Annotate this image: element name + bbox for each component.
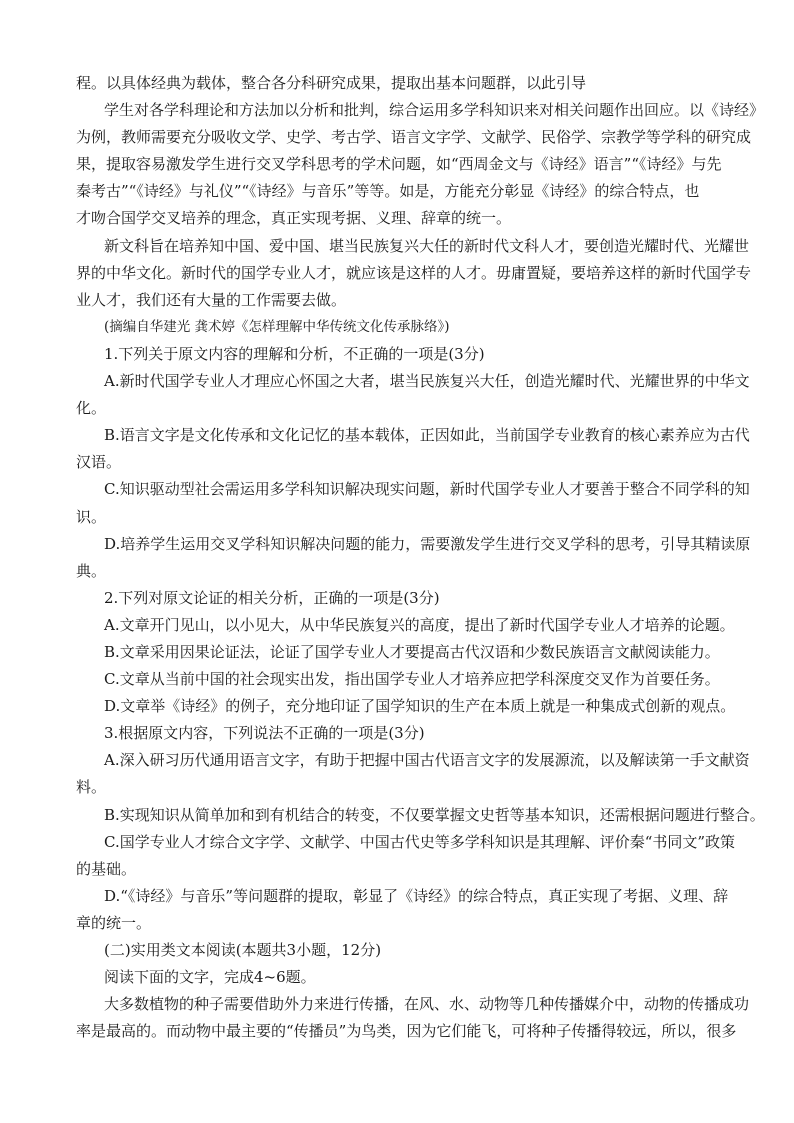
instruction: 阅读下面的文字，完成4~6题。 — [104, 968, 316, 987]
question-3-option-c: C.国学专业人才综合文字学、文献学、中国古代史等多学科知识是其理解、评价秦“书同文”政策 — [104, 832, 736, 851]
text-line: 果，提取容易激发学生进行交叉学科思考的学术问题，如“西周金文与《诗经》语言”“《诗经》与先 — [76, 155, 722, 174]
question-1-option-c-cont: 识。 — [76, 507, 107, 526]
question-3-option-a-cont: 料。 — [76, 778, 107, 797]
text-line: 界的中华文化。新时代的国学专业人才，就应该是这样的人才。毋庸置疑，要培养这样的新时代国学专 — [76, 263, 752, 282]
question-1-option-d: D.培养学生运用交叉学科知识解决问题的能力，需要激发学生进行交叉学科的思考，引导其精读原 — [104, 534, 751, 553]
question-1-stem: 1.下列关于原文内容的理解和分析，不正确的一项是(3分) — [104, 344, 485, 363]
question-2-stem: 2.下列对原文论证的相关分析，正确的一项是(3分) — [104, 588, 440, 607]
question-1-option-a-cont: 化。 — [76, 399, 107, 418]
question-1-option-b: B.语言文字是文化传承和文化记忆的基本载体，正因如此，当前国学专业教育的核心素养应为古代 — [104, 426, 750, 445]
section-heading: (二)实用类文本阅读(本题共3小题，12分) — [104, 941, 382, 959]
question-1-option-d-cont: 典。 — [76, 561, 107, 580]
paragraph-start: 大多数植物的种子需要借助外力来进行传播，在风、水、动物等几种传播媒介中，动物的传播成功 — [104, 995, 750, 1014]
question-3-option-a: A.深入研习历代通用语言文字，有助于把握中国古代语言文字的发展源流，以及解读第一手文献资 — [104, 751, 750, 770]
question-1-option-b-cont: 汉语。 — [76, 453, 122, 472]
source-citation: (摘编自华建光 龚术婷《怎样理解中华传统文化传承脉络》) — [104, 318, 450, 335]
question-2-option-b: B.文章采用因果论证法，论证了国学专业人才要提高古代汉语和少数民族语言文献阅读能力。 — [104, 642, 720, 661]
question-3-option-b: B.实现知识从简单加和到有机结合的转变，不仅要掌握文史哲等基本知识，还需根据问题进行整合。 — [104, 805, 765, 824]
question-2-option-a: A.文章开门见山，以小见大，从中华民族复兴的高度，提出了新时代国学专业人才培养的论题。 — [104, 615, 735, 634]
text-line: 程。以具体经典为载体，整合各分科研究成果，提取出基本问题群，以此引导 — [76, 74, 587, 92]
paragraph-start: 学生对各学科理论和方法加以分析和批判，综合运用多学科知识来对相关问题作出回应。以《诗经》 — [104, 101, 765, 120]
document-page — [76, 70, 765, 1045]
question-1-option-c: C.知识驱动型社会需运用多学科知识解决现实问题，新时代国学专业人才要善于整合不同学科的知 — [104, 480, 750, 499]
text-line: 率是最高的。而动物中最主要的“传播员”为鸟类，因为它们能飞，可将种子传播得较远，所以，很多 — [76, 1022, 737, 1041]
text-line: 为例，教师需要充分吸收文学、史学、考古学、语言文字学、文献学、民俗学、宗教学等学科的研究成 — [76, 128, 752, 147]
question-3-option-c-cont: 的基础。 — [76, 859, 137, 878]
text-line: 才吻合国学交叉培养的理念，真正实现考据、义理、辞章的统一。 — [76, 209, 512, 228]
question-2-option-d: D.文章举《诗经》的例子，充分地印证了国学知识的生产在本质上就是一种集成式创新的观点。 — [104, 697, 736, 716]
text-line: 秦考古”“《诗经》与礼仪”“《诗经》与音乐”等等。如是，方能充分彰显《诗经》的综合特点，也 — [76, 182, 700, 201]
question-3-stem: 3.根据原文内容，下列说法不正确的一项是(3分) — [104, 724, 425, 743]
text-line: 业人才，我们还有大量的工作需要去做。 — [76, 290, 347, 309]
paragraph-start: 新文科旨在培养知中国、爱中国、堪当民族复兴大任的新时代文科人才，要创造光耀时代、光耀世 — [104, 236, 750, 255]
question-1-option-a: A.新时代国学专业人才理应心怀国之大者，堪当民族复兴大任，创造光耀时代、光耀世界的中华文 — [104, 372, 750, 391]
question-2-option-c: C.文章从当前中国的社会现实出发，指出国学专业人才培养应把学科深度交叉作为首要任务。 — [104, 670, 720, 689]
question-3-option-d-cont: 章的统一。 — [76, 913, 152, 932]
question-3-option-d: D.“《诗经》与音乐”等问题群的提取，彰显了《诗经》的综合特点，真正实现了考据、义理、辞 — [104, 886, 729, 905]
